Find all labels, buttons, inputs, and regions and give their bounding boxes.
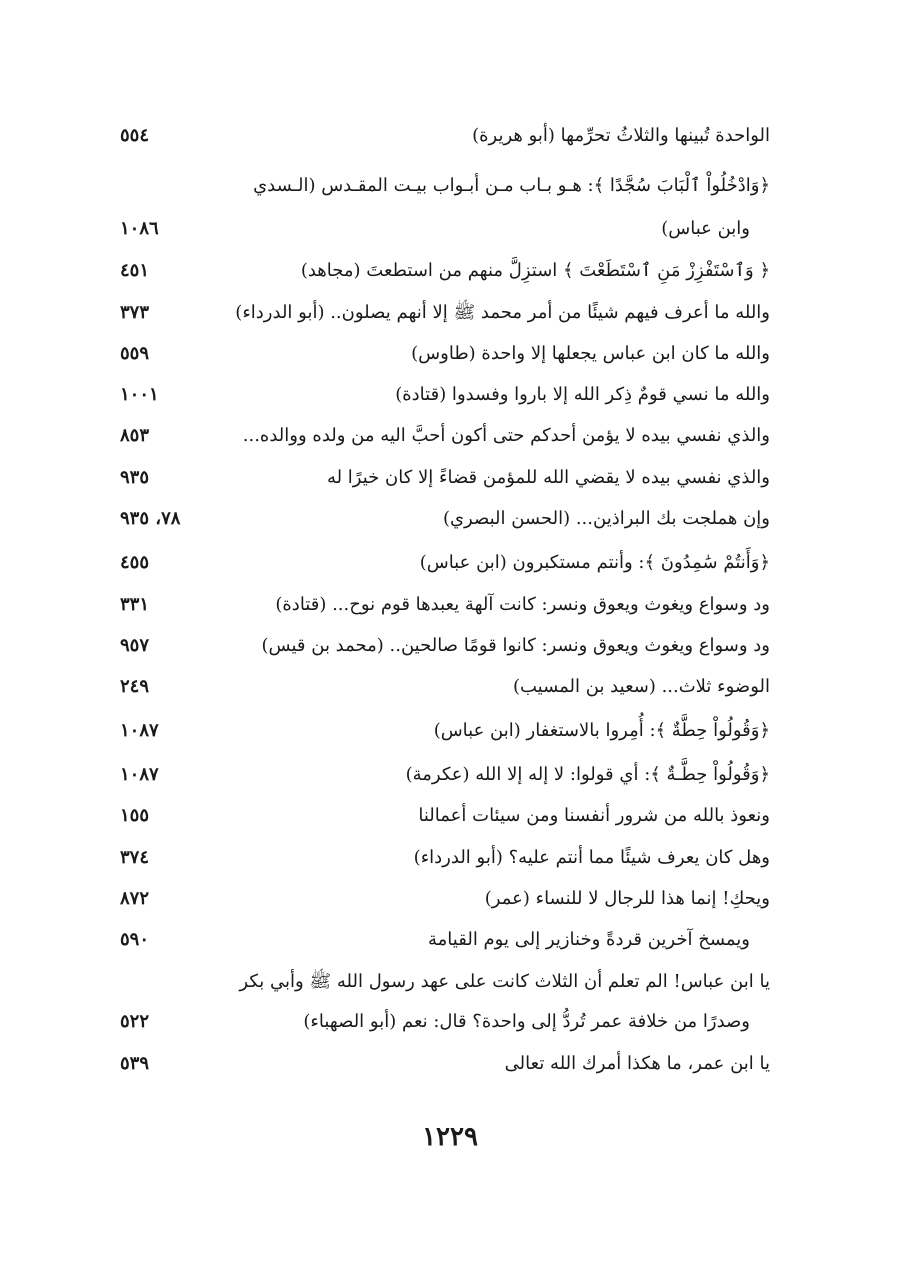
entry-text: ود وسواع ويغوث ويعوق ونسر: كانت آلهة يعبدها قوم نوح... (قتادة): [275, 594, 770, 615]
entry-page-ref: ٥٥٤: [120, 125, 150, 146]
entry-page-ref: ٨٧٢: [120, 888, 150, 909]
entry-page-ref: ٥٥٩: [120, 343, 150, 364]
index-entry: [120, 334, 770, 374]
entry-text: يا ابن عمر، ما هكذا أمرك الله تعالى: [504, 1053, 770, 1074]
entry-text: ﴿وَقُولُواْ حِطَّـةٌ ﴾: أي قولوا: لا إله إلا الله (عكرمة): [405, 764, 770, 785]
entry-page-ref: ٣٧٤: [120, 847, 150, 868]
entry-page-ref: ٩٣٥: [120, 467, 150, 488]
entry-text: ﴿وَقُولُواْ حِطَّةٌ ﴾: أُمِروا بالاستغفار (ابن عباس): [433, 720, 770, 741]
index-entry: [120, 416, 770, 456]
entry-text: ويحكِ! إنما هذا للرجال لا للنساء (عمر): [484, 888, 770, 909]
index-entry: [120, 879, 770, 919]
entry-text: والذي نفسي بيده لا يقضي الله للمؤمن قضاءً إلا كان خيرًا له: [326, 467, 770, 488]
index-entry: [120, 626, 770, 666]
index-entry: [120, 1002, 770, 1042]
entry-text: ﴿وَادْخُلُواْ ٱلْبَابَ سُجَّدًا ﴾: هـو بـاب مـن أبـواب بيـت المقـدس (الـسدي: [253, 175, 770, 196]
index-entry: [120, 116, 770, 156]
entry-text: يا ابن عباس! الم تعلم أن الثلاث كانت على عهد رسول الله ﷺ وأبي بكر: [239, 971, 770, 992]
index-entry: [120, 543, 770, 583]
index-entry: [120, 458, 770, 498]
entry-page-ref: ٥٣٩: [120, 1053, 150, 1074]
entry-text: الوضوء ثلاث... (سعيد بن المسيب): [512, 676, 770, 697]
entry-page-ref: ٤٥٥: [120, 552, 150, 573]
index-entry: [120, 920, 770, 960]
entry-text: والله ما أعرف فيهم شيئًا من أمر محمد ﷺ إلا أنهم يصلون.. (أبو الدرداء): [235, 302, 770, 323]
entry-page-ref: ٢٤٩: [120, 676, 150, 697]
entry-page-ref: ٥٩٠: [120, 929, 150, 950]
entry-page-ref: ١٠٨٧: [120, 720, 159, 741]
entry-text: وصدرًا من خلافة عمر تُردُّ إلى واحدة؟ قال: نعم (أبو الصهباء): [303, 1011, 750, 1032]
entry-text: ﴿وَأَنتُمْ سَٰمِدُونَ ﴾: وأنتم مستكبرون (ابن عباس): [419, 552, 770, 573]
entry-text: والله ما كان ابن عباس يجعلها إلا واحدة (طاوس): [411, 343, 770, 364]
entry-page-ref: ١٥٥: [120, 805, 150, 826]
index-entry: [120, 499, 770, 539]
entry-page-ref: ٣٣١: [120, 594, 150, 615]
index-entry: [120, 796, 770, 836]
entry-page-ref: ٩٥٧: [120, 635, 150, 656]
index-entry: [120, 293, 770, 333]
entry-text: وإن هملجت بك البراذين... (الحسن البصري): [442, 508, 770, 529]
entry-page-ref: ١٠٨٦: [120, 218, 159, 239]
entry-text: ويمسخ آخرين قردةً وخنازير إلى يوم القيامة: [428, 929, 750, 950]
entry-page-ref: ٣٧٣: [120, 302, 150, 323]
entry-text: ﴿ وَٱسْتَفْزِزْ مَنِ ٱسْتَطَعْتَ ﴾ استزِلَّ منهم من استطعتَ (مجاهد): [300, 260, 770, 281]
entry-text: والله ما نسي قومٌ ذِكر الله إلا باروا وفسدوا (قتادة): [395, 384, 770, 405]
entry-text: وابن عباس): [661, 218, 750, 239]
entry-text: الواحدة تُبينها والثلاثُ تحرِّمها (أبو هريرة): [472, 125, 770, 146]
index-entry: [120, 209, 770, 249]
entry-page-ref: ٤٥١: [120, 260, 150, 281]
entry-text: وهل كان يعرف شيئًا مما أنتم عليه؟ (أبو الدرداء): [413, 847, 770, 868]
index-entry: [120, 667, 770, 707]
page-number: ١٢٢٩: [422, 1122, 478, 1152]
index-entry: [120, 1044, 770, 1084]
index-entry: [120, 375, 770, 415]
index-entry: [120, 962, 770, 1002]
entry-text: ونعوذ بالله من شرور أنفسنا ومن سيئات أعمالنا: [418, 805, 770, 826]
index-entry: [120, 251, 770, 291]
index-entry: [120, 755, 770, 795]
index-entry: [120, 711, 770, 751]
entry-page-ref: ٧٨، ٩٣٥: [120, 508, 181, 529]
index-entry: [120, 166, 770, 206]
entry-page-ref: ٥٢٢: [120, 1011, 150, 1032]
entry-page-ref: ١٠٠١: [120, 384, 159, 405]
index-entry: [120, 838, 770, 878]
entry-page-ref: ١٠٨٧: [120, 764, 159, 785]
index-entry: [120, 585, 770, 625]
entry-page-ref: ٨٥٣: [120, 425, 150, 446]
entry-text: ود وسواع ويغوث ويعوق ونسر: كانوا قومًا صالحين.. (محمد بن قيس): [261, 635, 770, 656]
entry-text: والذي نفسي بيده لا يؤمن أحدكم حتى أكون أحبَّ اليه من ولده ووالده...: [242, 425, 770, 446]
